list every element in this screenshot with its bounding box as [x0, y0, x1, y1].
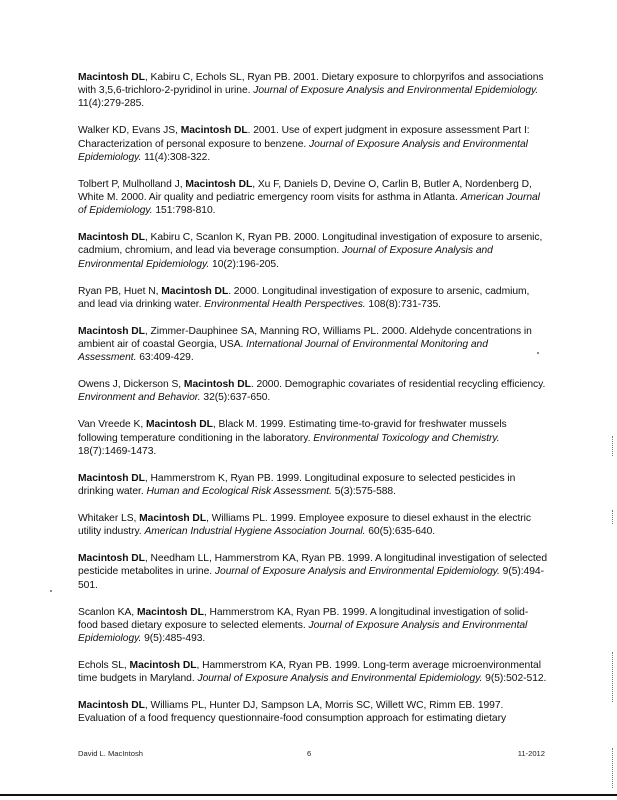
citation-text: , Hammerstrom KA, Ryan PB. 1999. Long-term average microenvironmental time budgets in Maryland. — [78, 660, 541, 685]
author-highlight: Macintosh DL — [78, 472, 145, 484]
author-highlight: Macintosh DL — [78, 700, 145, 712]
citation-text: . 2000. Longitudinal investigation of exposure to arsenic, cadmium, and lead via drinking water. — [78, 285, 530, 310]
scan-edge-mark — [612, 510, 614, 524]
scan-bottom-edge — [0, 794, 617, 796]
reference-entry — [78, 606, 548, 646]
reference-entry — [78, 699, 548, 725]
citation-text: Van Vreede K, — [78, 419, 146, 431]
citation-text: , Williams PL. 1999. Employee exposure to diesel exhaust in the electric utility industry. — [78, 513, 531, 538]
citation-text: Walker KD, Evans JS, — [78, 125, 181, 137]
citation-text: 108(8):731-735. — [365, 298, 441, 310]
reference-entry — [78, 71, 548, 111]
journal-title: Journal of Exposure Analysis and Environmental Epidemiology. — [253, 85, 539, 97]
footer-author: David L. MacIntosh — [78, 749, 143, 758]
citation-text: , Kabiru C, Echols SL, Ryan PB. 2001. Dietary exposure to chlorpyrifos and associations with 3,5,6-trichloro-2-pyridinol in urine. — [78, 72, 544, 97]
journal-title: Journal of Exposure Analysis and Environmental Epidemiology. — [78, 138, 528, 163]
reference-entry — [78, 418, 548, 458]
author-highlight: Macintosh DL — [78, 325, 145, 337]
citation-text: 9(5):494-501. — [78, 566, 544, 591]
citation-text: , Hammerstrom KA, Ryan PB. 1999. A longitudinal investigation of solid-food based dietary exposure to selected elements. — [78, 606, 529, 631]
reference-entry — [78, 512, 548, 538]
footer-page-number: 6 — [307, 749, 312, 758]
citation-text: , Kabiru C, Scanlon K, Ryan PB. 2000. Longitudinal investigation of exposure to arsenic, cadmium, chromium, and lead via beverage consumption. — [78, 232, 543, 257]
citation-text: Scanlon KA, — [78, 606, 137, 618]
journal-title: Journal of Exposure Analysis and Environmental Epidemiology. — [78, 619, 528, 645]
citation-text: 10(2):196-205. — [209, 258, 279, 270]
reference-entry — [78, 552, 548, 592]
author-highlight: Macintosh DL — [180, 125, 248, 137]
journal-title: Journal of Exposure Analysis and Environmental Epidemiology. — [214, 566, 500, 578]
citation-text: 63:409-429. — [136, 352, 194, 364]
citation-text: , Black M. 1999. Estimating time-to-gravid for freshwater mussels following temperature conditioning in the laboratory. — [78, 419, 507, 444]
author-highlight: Macintosh DL — [78, 553, 145, 565]
citation-text: 18(7):1469-1473. — [78, 445, 157, 457]
journal-title: Journal of Exposure Analysis and Environmental Epidemiology. — [78, 245, 493, 270]
citation-text: 151:798-810. — [152, 205, 216, 217]
reference-entry — [78, 124, 548, 164]
scan-edge-mark — [612, 436, 614, 456]
citation-text: , Hammerstrom K, Ryan PB. 1999. Longitudinal exposure to selected pesticides in drinking water. — [78, 472, 516, 498]
journal-title: Environmental Health Perspectives. — [204, 298, 366, 310]
author-highlight: Macintosh DL — [129, 660, 197, 672]
citation-text: . 2000. Demographic covariates of residential recycling efficiency. — [250, 379, 546, 391]
journal-title: Human and Ecological Risk Assessment. — [146, 486, 332, 498]
author-highlight: Macintosh DL — [136, 606, 204, 618]
scan-speck — [50, 590, 52, 592]
journal-title: Journal of Exposure Analysis and Environmental Epidemiology. — [197, 673, 483, 685]
author-highlight: Macintosh DL — [161, 285, 229, 297]
footer-date: 11-2012 — [517, 749, 545, 758]
citation-text: Ryan PB, Huet N, — [78, 285, 162, 297]
scan-edge-mark — [612, 652, 614, 702]
journal-title: Environment and Behavior. — [78, 392, 201, 404]
citation-text: 11(4):279-285. — [78, 98, 145, 110]
reference-entry — [78, 285, 548, 311]
author-highlight: Macintosh DL — [78, 232, 145, 244]
reference-entry — [78, 659, 548, 685]
citation-text: , Zimmer-Dauphinee SA, Manning RO, Williams PL. 2000. Aldehyde concentrations in ambient air of coastal Georgia, USA. — [78, 325, 532, 351]
journal-title: International Journal of Environmental Monitoring and Assessment. — [78, 339, 488, 364]
citation-text: Tolbert P, Mulholland J, — [78, 178, 186, 190]
journal-title: American Industrial Hygiene Association Journal. — [144, 526, 366, 538]
reference-entry — [78, 378, 548, 404]
citation-text: Owens J, Dickerson S, — [78, 379, 184, 391]
scan-speck — [537, 352, 539, 354]
citation-text: 9(5):485-493. — [141, 633, 206, 645]
author-highlight: Macintosh DL — [139, 513, 207, 525]
citation-text: 9(5):502-512. — [482, 673, 547, 685]
citation-text: Echols SL, — [78, 660, 130, 672]
reference-entry — [78, 231, 548, 271]
reference-entry — [78, 472, 548, 498]
author-highlight: Macintosh DL — [183, 379, 251, 391]
citation-text: . 2001. Use of expert judgment in exposure assessment Part I: Characterization of personal exposure to benzene. — [78, 125, 530, 150]
citation-text: 32(5):637-650. — [200, 392, 271, 404]
author-highlight: Macintosh DL — [78, 72, 145, 83]
scan-edge-mark — [612, 748, 614, 788]
journal-title: Environmental Toxicology and Chemistry. — [313, 432, 500, 444]
citation-text: , Xu F, Daniels D, Devine O, Carlin B, Butler A, Nordenberg D, White M. 2000. Air quality and pediatric emergency room visits for asthma in Atlanta. — [78, 178, 532, 204]
author-highlight: Macintosh DL — [146, 419, 213, 431]
citation-text: , Williams PL, Hunter DJ, Sampson LA, Morris SC, Willett WC, Rimm EB. 1997. Evaluation of a food frequency questionnaire-food consumption approach for estimating dietary — [78, 700, 507, 725]
reference-entry — [78, 325, 548, 365]
citation-text: 11(4):308-322. — [141, 151, 211, 163]
citation-text: 60(5):635-640. — [365, 526, 436, 538]
author-highlight: Macintosh DL — [185, 178, 253, 190]
citation-text: , Needham LL, Hammerstrom KA, Ryan PB. 1999. A longitudinal investigation of selected pesticide metabolites in urine. — [78, 553, 548, 578]
citation-text: Whitaker LS, — [78, 513, 140, 525]
citation-text: 5(3):575-588. — [331, 486, 396, 498]
reference-list — [78, 71, 548, 739]
journal-title: American Journal of Epidemiology. — [78, 192, 540, 217]
reference-entry — [78, 178, 548, 218]
